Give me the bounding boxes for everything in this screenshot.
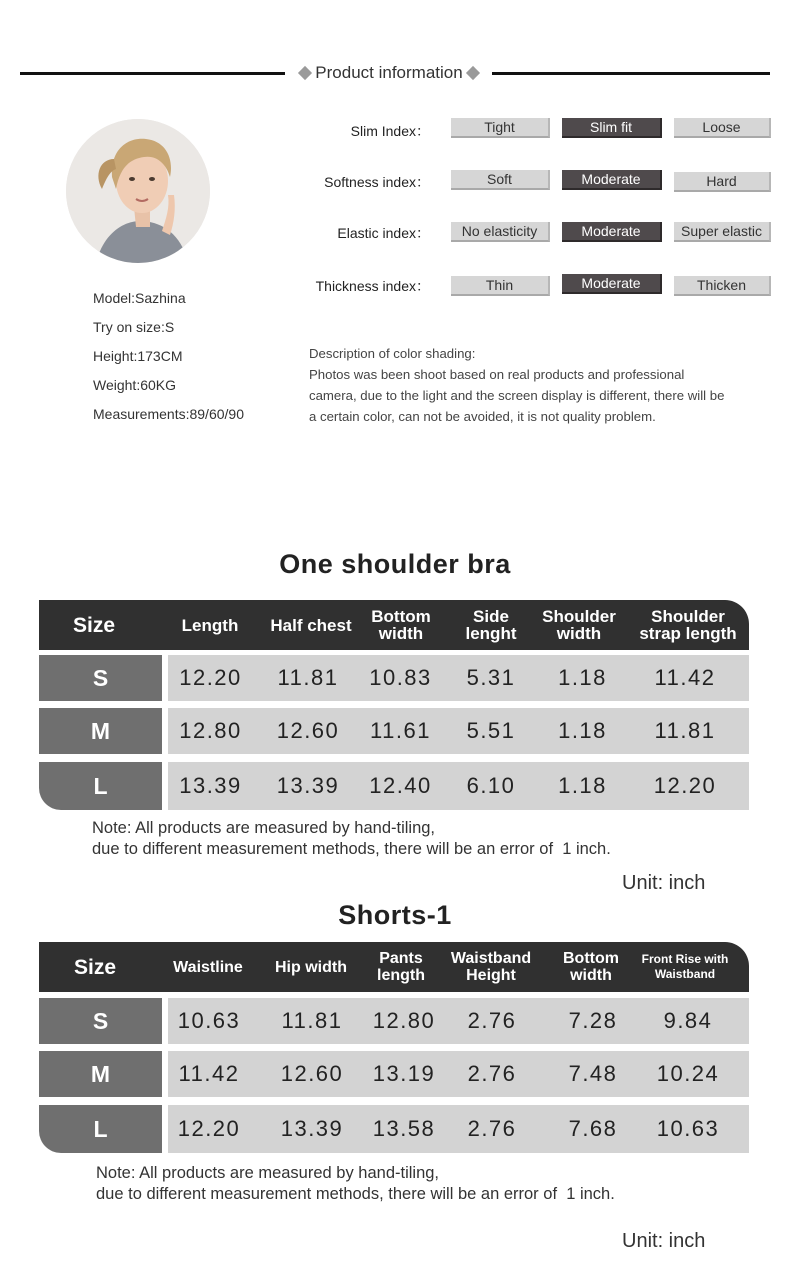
table-cell: 11.42 bbox=[178, 1061, 240, 1086]
table-cell: 7.48 bbox=[568, 1061, 618, 1086]
table-cell: 12.80 bbox=[372, 1008, 436, 1033]
model-info bbox=[93, 288, 244, 433]
note-text: due to different measurement methods, there will be an error of bbox=[96, 1185, 558, 1203]
table-cell: 11.61 bbox=[370, 718, 431, 743]
elastic-option-super: Super elastic bbox=[674, 222, 771, 242]
diamond-icon bbox=[466, 66, 480, 80]
model-measurements: Measurements:89/60/90 bbox=[93, 406, 244, 422]
table-cell: 12.60 bbox=[280, 1061, 344, 1086]
elastic-option-moderate: Moderate bbox=[562, 222, 662, 242]
shorts-unit-label: Unit: inch bbox=[622, 1230, 706, 1252]
table-cell: 6.10 bbox=[466, 773, 516, 798]
shorts-measurement-note bbox=[96, 1163, 615, 1205]
column-header: Bottom width bbox=[371, 607, 431, 643]
table-cell: 5.51 bbox=[466, 718, 516, 743]
column-header: Pants length bbox=[377, 950, 425, 984]
note-error: 1 inch. bbox=[562, 840, 611, 858]
diamond-icon bbox=[298, 66, 312, 80]
description-line: camera, due to the light and the screen display is different, there will be bbox=[309, 388, 725, 403]
table-cell: 13.39 bbox=[179, 773, 242, 798]
slim-index-label: Slim Index： bbox=[350, 123, 430, 139]
table-cell: 10.63 bbox=[177, 1008, 241, 1033]
size-cell: L bbox=[39, 762, 162, 810]
table-cell: 1.18 bbox=[558, 773, 607, 798]
model-weight: Weight:60KG bbox=[93, 377, 177, 393]
table-cell: 11.42 bbox=[654, 665, 716, 690]
thickness-index-label: Thickness index： bbox=[315, 278, 430, 294]
shorts-table-header bbox=[39, 942, 749, 992]
table-cell: 13.58 bbox=[372, 1116, 436, 1141]
table-cell: 2.76 bbox=[467, 1116, 517, 1141]
bra-measurement-note bbox=[92, 818, 611, 860]
note-line: Note: All products are measured by hand-tiling, bbox=[96, 1164, 440, 1182]
bra-table-title: One shoulder bra bbox=[279, 549, 511, 579]
table-cell: 9.84 bbox=[663, 1008, 713, 1033]
column-header: Shoulder width bbox=[542, 607, 616, 643]
table-cell: 12.80 bbox=[179, 718, 242, 743]
table-cell: 7.68 bbox=[568, 1116, 618, 1141]
table-row bbox=[168, 1051, 749, 1097]
softness-index-label: Softness index： bbox=[324, 174, 430, 190]
description-title: Description of color shading: bbox=[309, 346, 476, 361]
size-header: Size bbox=[73, 955, 117, 979]
column-header: Side lenght bbox=[465, 607, 517, 643]
section-title-text: Product information bbox=[315, 63, 463, 82]
table-cell: 13.39 bbox=[276, 773, 340, 798]
table-row bbox=[168, 762, 749, 810]
softness-option-soft: Soft bbox=[451, 170, 550, 190]
elastic-option-none: No elasticity bbox=[451, 222, 550, 242]
column-header: Half chest bbox=[270, 615, 352, 635]
thickness-option-thin: Thin bbox=[451, 276, 550, 296]
size-cell: S bbox=[39, 655, 162, 701]
column-header: Hip width bbox=[275, 958, 347, 976]
thickness-option-moderate: Moderate bbox=[562, 274, 662, 294]
table-cell: 1.18 bbox=[558, 665, 607, 690]
table-cell: 12.40 bbox=[369, 773, 432, 798]
table-cell: 10.24 bbox=[656, 1061, 720, 1086]
model-size: Try on size:S bbox=[93, 319, 175, 335]
softness-option-moderate: Moderate bbox=[562, 170, 662, 190]
column-header: Bottom width bbox=[563, 950, 619, 984]
table-cell: 7.28 bbox=[568, 1008, 618, 1033]
softness-option-hard: Hard bbox=[674, 172, 771, 192]
header-rule-right bbox=[492, 72, 770, 75]
model-height: Height:173CM bbox=[93, 348, 183, 364]
bra-unit-label: Unit: inch bbox=[622, 872, 706, 894]
table-cell: 12.60 bbox=[276, 718, 340, 743]
table-cell: 12.20 bbox=[177, 1116, 241, 1141]
note-line: Note: All products are measured by hand-tiling, bbox=[92, 819, 436, 837]
table-cell: 2.76 bbox=[467, 1008, 517, 1033]
table-cell: 11.81 bbox=[281, 1008, 343, 1033]
column-header: Front Rise with Waistband bbox=[641, 952, 729, 981]
description-line: Photos was been shoot based on real products and professional bbox=[309, 367, 685, 382]
model-name: Model:Sazhina bbox=[93, 290, 186, 306]
size-cell: M bbox=[39, 1051, 162, 1097]
header-rule-left bbox=[20, 72, 285, 75]
note-error: 1 inch. bbox=[566, 1185, 615, 1203]
table-cell: 13.39 bbox=[280, 1116, 344, 1141]
shorts-table-title: Shorts-1 bbox=[338, 900, 452, 930]
size-cell: M bbox=[39, 708, 162, 754]
table-cell: 11.81 bbox=[654, 718, 716, 743]
slim-option-slim-fit: Slim fit bbox=[562, 118, 662, 138]
description-line: a certain color, can not be avoided, it is not quality problem. bbox=[309, 409, 656, 424]
note-line bbox=[92, 839, 611, 860]
column-header: Waistband Height bbox=[450, 950, 532, 984]
size-header: Size bbox=[72, 613, 116, 637]
note-line bbox=[96, 1184, 615, 1205]
size-cell: S bbox=[39, 998, 162, 1044]
table-row bbox=[168, 998, 749, 1044]
table-cell: 5.31 bbox=[466, 665, 516, 690]
model-avatar bbox=[66, 119, 210, 263]
table-row bbox=[168, 708, 749, 754]
model-portrait-icon bbox=[66, 119, 210, 263]
size-cell: L bbox=[39, 1105, 162, 1153]
table-cell: 10.63 bbox=[656, 1116, 720, 1141]
section-title bbox=[284, 62, 494, 84]
table-cell: 11.81 bbox=[277, 665, 339, 690]
color-shading-description bbox=[309, 343, 779, 427]
elastic-index-label: Elastic index： bbox=[337, 225, 430, 241]
table-cell: 12.20 bbox=[179, 665, 242, 690]
table-row bbox=[168, 1105, 749, 1153]
table-cell: 13.19 bbox=[372, 1061, 436, 1086]
slim-option-loose: Loose bbox=[674, 118, 771, 138]
bra-table-header bbox=[39, 600, 749, 650]
table-cell: 1.18 bbox=[558, 718, 607, 743]
table-cell: 2.76 bbox=[467, 1061, 517, 1086]
slim-option-tight: Tight bbox=[451, 118, 550, 138]
table-row bbox=[168, 655, 749, 701]
table-cell: 10.83 bbox=[369, 665, 432, 690]
column-header: Length bbox=[181, 615, 239, 635]
table-cell: 12.20 bbox=[653, 773, 717, 798]
note-text: due to different measurement methods, there will be an error of bbox=[92, 840, 554, 858]
column-header: Shoulder strap length bbox=[639, 607, 737, 643]
column-header: Waistline bbox=[173, 958, 243, 976]
thickness-option-thicken: Thicken bbox=[674, 276, 771, 296]
